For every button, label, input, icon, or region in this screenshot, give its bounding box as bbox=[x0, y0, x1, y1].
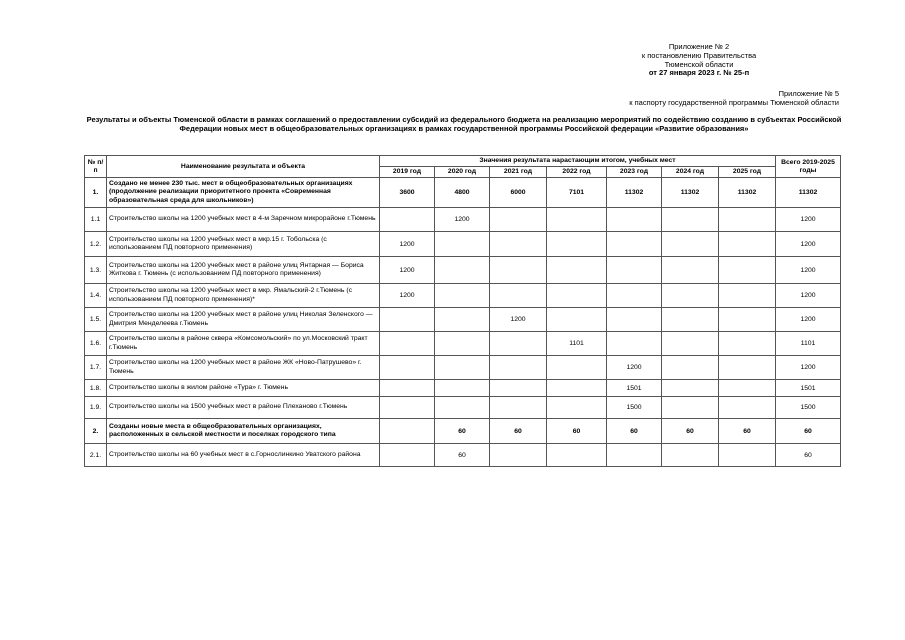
row-value bbox=[547, 397, 607, 419]
row-number: 1.3. bbox=[85, 257, 107, 284]
row-value bbox=[662, 208, 719, 232]
row-value bbox=[380, 380, 435, 397]
row-value bbox=[547, 308, 607, 332]
document-header-annex bbox=[629, 90, 839, 108]
col-header-year: 2025 год bbox=[719, 167, 776, 178]
row-value bbox=[719, 257, 776, 284]
row-name: Создано не менее 230 тыс. мест в общеобразовательных организациях (продолжение реализации приоритетного проекта «Современная образовательная среда для школьников») bbox=[107, 178, 380, 208]
row-value bbox=[435, 397, 490, 419]
row-value: 4800 bbox=[435, 178, 490, 208]
row-value bbox=[719, 380, 776, 397]
row-value bbox=[547, 257, 607, 284]
col-header-year: 2020 год bbox=[435, 167, 490, 178]
row-value: 1501 bbox=[607, 380, 662, 397]
row-value: 11302 bbox=[719, 178, 776, 208]
row-value bbox=[607, 444, 662, 467]
row-total: 1200 bbox=[776, 257, 841, 284]
table-row bbox=[85, 257, 841, 284]
row-name: Строительство школы на 60 учебных мест в с.Горнослинкино Уватского района bbox=[107, 444, 380, 467]
row-total: 1200 bbox=[776, 232, 841, 257]
row-total: 1200 bbox=[776, 308, 841, 332]
row-value bbox=[662, 308, 719, 332]
row-value bbox=[607, 332, 662, 356]
row-value bbox=[607, 208, 662, 232]
table-row bbox=[85, 208, 841, 232]
row-value bbox=[490, 444, 547, 467]
col-header-num: № п/п bbox=[85, 156, 107, 178]
row-value bbox=[435, 232, 490, 257]
row-value bbox=[662, 232, 719, 257]
row-number: 1.4. bbox=[85, 284, 107, 308]
table-row bbox=[85, 332, 841, 356]
row-value bbox=[547, 380, 607, 397]
row-name: Строительство школы на 1200 учебных мест в районе улиц Янтарная — Бориса Житкова г. Тюмень (с использованием ПД повторного применения) bbox=[107, 257, 380, 284]
table-row bbox=[85, 444, 841, 467]
table-row bbox=[85, 397, 841, 419]
row-value bbox=[380, 444, 435, 467]
header-line: к постановлению Правительства bbox=[641, 50, 757, 60]
row-value bbox=[662, 257, 719, 284]
row-total: 1200 bbox=[776, 356, 841, 380]
row-value: 1200 bbox=[380, 284, 435, 308]
table-row bbox=[85, 419, 841, 444]
row-value: 60 bbox=[662, 419, 719, 444]
row-value bbox=[490, 380, 547, 397]
row-value: 1500 bbox=[607, 397, 662, 419]
row-total: 1500 bbox=[776, 397, 841, 419]
row-value: 7101 bbox=[547, 178, 607, 208]
row-total: 11302 bbox=[776, 178, 841, 208]
row-total: 1200 bbox=[776, 284, 841, 308]
row-name: Созданы новые места в общеобразовательных организациях, расположенных в сельской местности и поселках городского типа bbox=[107, 419, 380, 444]
row-value bbox=[490, 257, 547, 284]
col-header-year: 2022 год bbox=[547, 167, 607, 178]
row-name: Строительство школы на 1200 учебных мест в районе улиц Николая Зеленского — Дмитрия Менделеева г.Тюмень bbox=[107, 308, 380, 332]
row-value: 11302 bbox=[607, 178, 662, 208]
row-value: 1200 bbox=[490, 308, 547, 332]
row-value bbox=[435, 284, 490, 308]
row-value bbox=[490, 397, 547, 419]
row-number: 2. bbox=[85, 419, 107, 444]
row-name: Строительство школы на 1200 учебных мест в мкр.15 г. Тобольска (с использованием ПД повторного применения) bbox=[107, 232, 380, 257]
col-header-year: 2023 год bbox=[607, 167, 662, 178]
header-line: Приложение № 2 bbox=[668, 42, 730, 51]
row-value bbox=[607, 257, 662, 284]
row-value bbox=[435, 332, 490, 356]
row-value bbox=[662, 356, 719, 380]
row-value bbox=[435, 380, 490, 397]
row-value: 1200 bbox=[435, 208, 490, 232]
row-value: 1200 bbox=[607, 356, 662, 380]
row-value: 60 bbox=[435, 419, 490, 444]
row-value bbox=[435, 308, 490, 332]
table-row bbox=[85, 232, 841, 257]
row-name: Строительство школы в районе сквера «Комсомольский» по ул.Московский тракт г.Тюмень bbox=[107, 332, 380, 356]
row-value bbox=[719, 332, 776, 356]
results-table bbox=[84, 155, 841, 467]
row-value bbox=[719, 397, 776, 419]
document-header bbox=[579, 43, 819, 78]
row-total: 60 bbox=[776, 419, 841, 444]
row-value bbox=[435, 257, 490, 284]
row-value: 60 bbox=[490, 419, 547, 444]
row-value bbox=[547, 284, 607, 308]
row-value bbox=[662, 332, 719, 356]
table-row bbox=[85, 356, 841, 380]
row-name: Строительство школы на 1200 учебных мест в районе ЖК «Ново-Патрушево» г. Тюмень bbox=[107, 356, 380, 380]
row-number: 1.8. bbox=[85, 380, 107, 397]
row-value bbox=[607, 284, 662, 308]
row-value bbox=[435, 356, 490, 380]
header-annex-line: Приложение № 5 bbox=[778, 89, 839, 98]
row-total: 60 bbox=[776, 444, 841, 467]
row-number: 1.9. bbox=[85, 397, 107, 419]
row-name: Строительство школы на 1200 учебных мест в мкр. Ямальский-2 г.Тюмень (с использованием ПД повторного применения)* bbox=[107, 284, 380, 308]
row-value bbox=[662, 444, 719, 467]
row-value bbox=[719, 284, 776, 308]
row-number: 1.7. bbox=[85, 356, 107, 380]
row-value: 6000 bbox=[490, 178, 547, 208]
row-value: 60 bbox=[547, 419, 607, 444]
row-value bbox=[490, 208, 547, 232]
row-number: 1.1 bbox=[85, 208, 107, 232]
row-value bbox=[380, 397, 435, 419]
row-value bbox=[380, 308, 435, 332]
row-value bbox=[380, 419, 435, 444]
row-value: 60 bbox=[719, 419, 776, 444]
row-value: 1101 bbox=[547, 332, 607, 356]
row-value bbox=[719, 232, 776, 257]
row-value bbox=[719, 308, 776, 332]
table-row bbox=[85, 178, 841, 208]
row-total: 1101 bbox=[776, 332, 841, 356]
row-value bbox=[662, 397, 719, 419]
row-value bbox=[607, 308, 662, 332]
row-value: 1200 bbox=[380, 232, 435, 257]
row-value bbox=[607, 232, 662, 257]
row-name: Строительство школы на 1500 учебных мест в районе Плеханово г.Тюмень bbox=[107, 397, 380, 419]
row-value bbox=[380, 332, 435, 356]
col-header-values: Значения результата нарастающим итогом, учебных мест bbox=[380, 156, 776, 167]
table-row bbox=[85, 380, 841, 397]
header-date-line: от 27 января 2023 г. № 25-п bbox=[648, 68, 750, 78]
row-total: 1200 bbox=[776, 208, 841, 232]
row-value: 60 bbox=[607, 419, 662, 444]
row-value bbox=[490, 332, 547, 356]
row-value: 3600 bbox=[380, 178, 435, 208]
row-name: Строительство школы на 1200 учебных мест в 4-м Заречном микрорайоне г.Тюмень bbox=[107, 208, 380, 232]
header-line: Тюменской области bbox=[664, 59, 734, 69]
table-row bbox=[85, 284, 841, 308]
row-number: 1.2. bbox=[85, 232, 107, 257]
header-annex-line: к паспорту государственной программы Тюменской области bbox=[629, 97, 839, 107]
row-value bbox=[719, 444, 776, 467]
row-value bbox=[662, 380, 719, 397]
row-value: 11302 bbox=[662, 178, 719, 208]
row-value bbox=[719, 356, 776, 380]
row-value bbox=[547, 356, 607, 380]
row-value bbox=[662, 284, 719, 308]
row-value bbox=[547, 208, 607, 232]
table-row bbox=[85, 308, 841, 332]
row-number: 1. bbox=[85, 178, 107, 208]
col-header-year: 2021 год bbox=[490, 167, 547, 178]
row-number: 2.1. bbox=[85, 444, 107, 467]
row-value: 60 bbox=[435, 444, 490, 467]
row-name: Строительство школы в жилом районе «Тура» г. Тюмень bbox=[107, 380, 380, 397]
col-header-year: 2024 год bbox=[662, 167, 719, 178]
row-value bbox=[380, 356, 435, 380]
row-value bbox=[490, 356, 547, 380]
row-value bbox=[719, 208, 776, 232]
row-value bbox=[547, 444, 607, 467]
row-value bbox=[490, 284, 547, 308]
row-value: 1200 bbox=[380, 257, 435, 284]
row-number: 1.5. bbox=[85, 308, 107, 332]
document-title: Результаты и объекты Тюменской области в рамках соглашений о предоставлении субсидий из федерального бюджета на реализацию мероприятий по содействию созданию в субъектах Российской Федерации новых мест в общеобразовательных организациях в рамках государственной программы Российской федерации «Развитие образования» bbox=[86, 115, 842, 133]
row-value bbox=[380, 208, 435, 232]
row-number: 1.6. bbox=[85, 332, 107, 356]
col-header-name: Наименование результата и объекта bbox=[107, 156, 380, 178]
row-value bbox=[547, 232, 607, 257]
col-header-year: 2019 год bbox=[380, 167, 435, 178]
col-header-total: Всего 2019-2025 годы bbox=[776, 156, 841, 178]
row-total: 1501 bbox=[776, 380, 841, 397]
row-value bbox=[490, 232, 547, 257]
